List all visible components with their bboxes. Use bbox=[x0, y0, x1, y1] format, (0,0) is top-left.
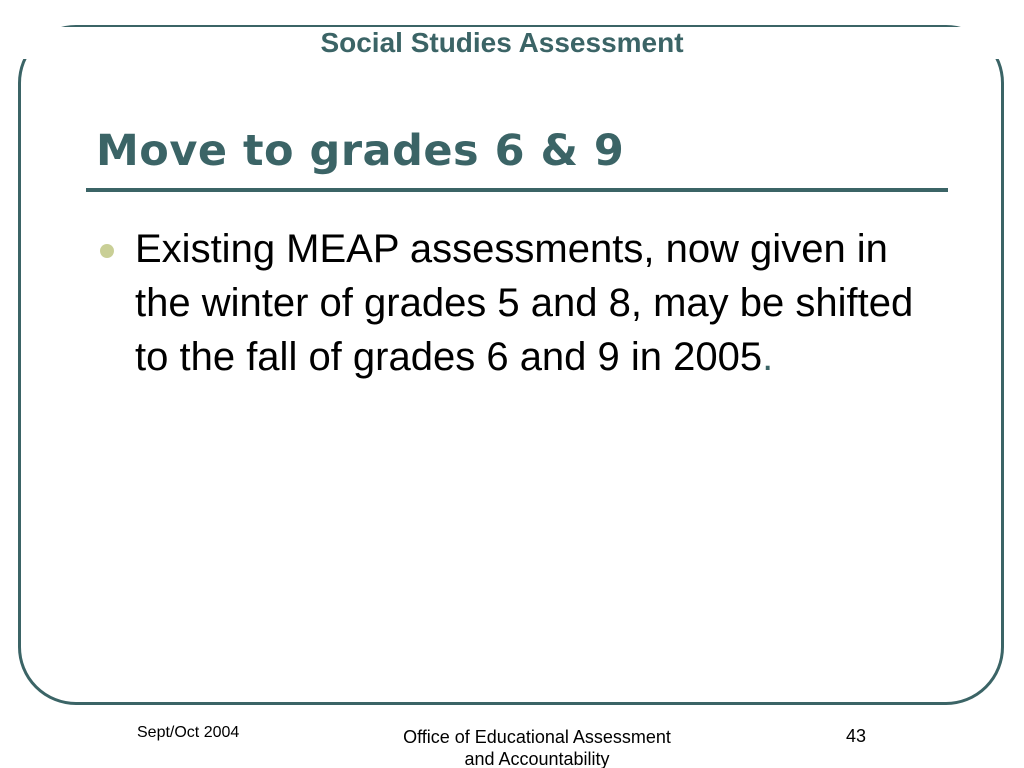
footer-date: Sept/Oct 2004 bbox=[137, 724, 240, 741]
footer-office-line1: Office of Educational Assessment bbox=[403, 727, 671, 747]
bullet-item bbox=[135, 222, 915, 384]
bullet-dot-icon bbox=[100, 244, 114, 258]
header-title bbox=[0, 27, 1004, 59]
footer-office bbox=[362, 726, 712, 768]
bullet-item-period: . bbox=[762, 335, 774, 379]
bullet-item-text: Existing MEAP assessments, now given in the winter of grades 5 and 8, may be shifted to the fall of grades 6 and 9 in 2005 bbox=[135, 227, 914, 379]
header-title-text: Social Studies Assessment bbox=[314, 27, 689, 58]
footer-office-line2: and Accountability bbox=[464, 749, 610, 768]
title-underline bbox=[86, 188, 948, 192]
footer-page-number: 43 bbox=[846, 726, 867, 746]
slide-title: Move to grades 6 & 9 bbox=[96, 126, 625, 176]
